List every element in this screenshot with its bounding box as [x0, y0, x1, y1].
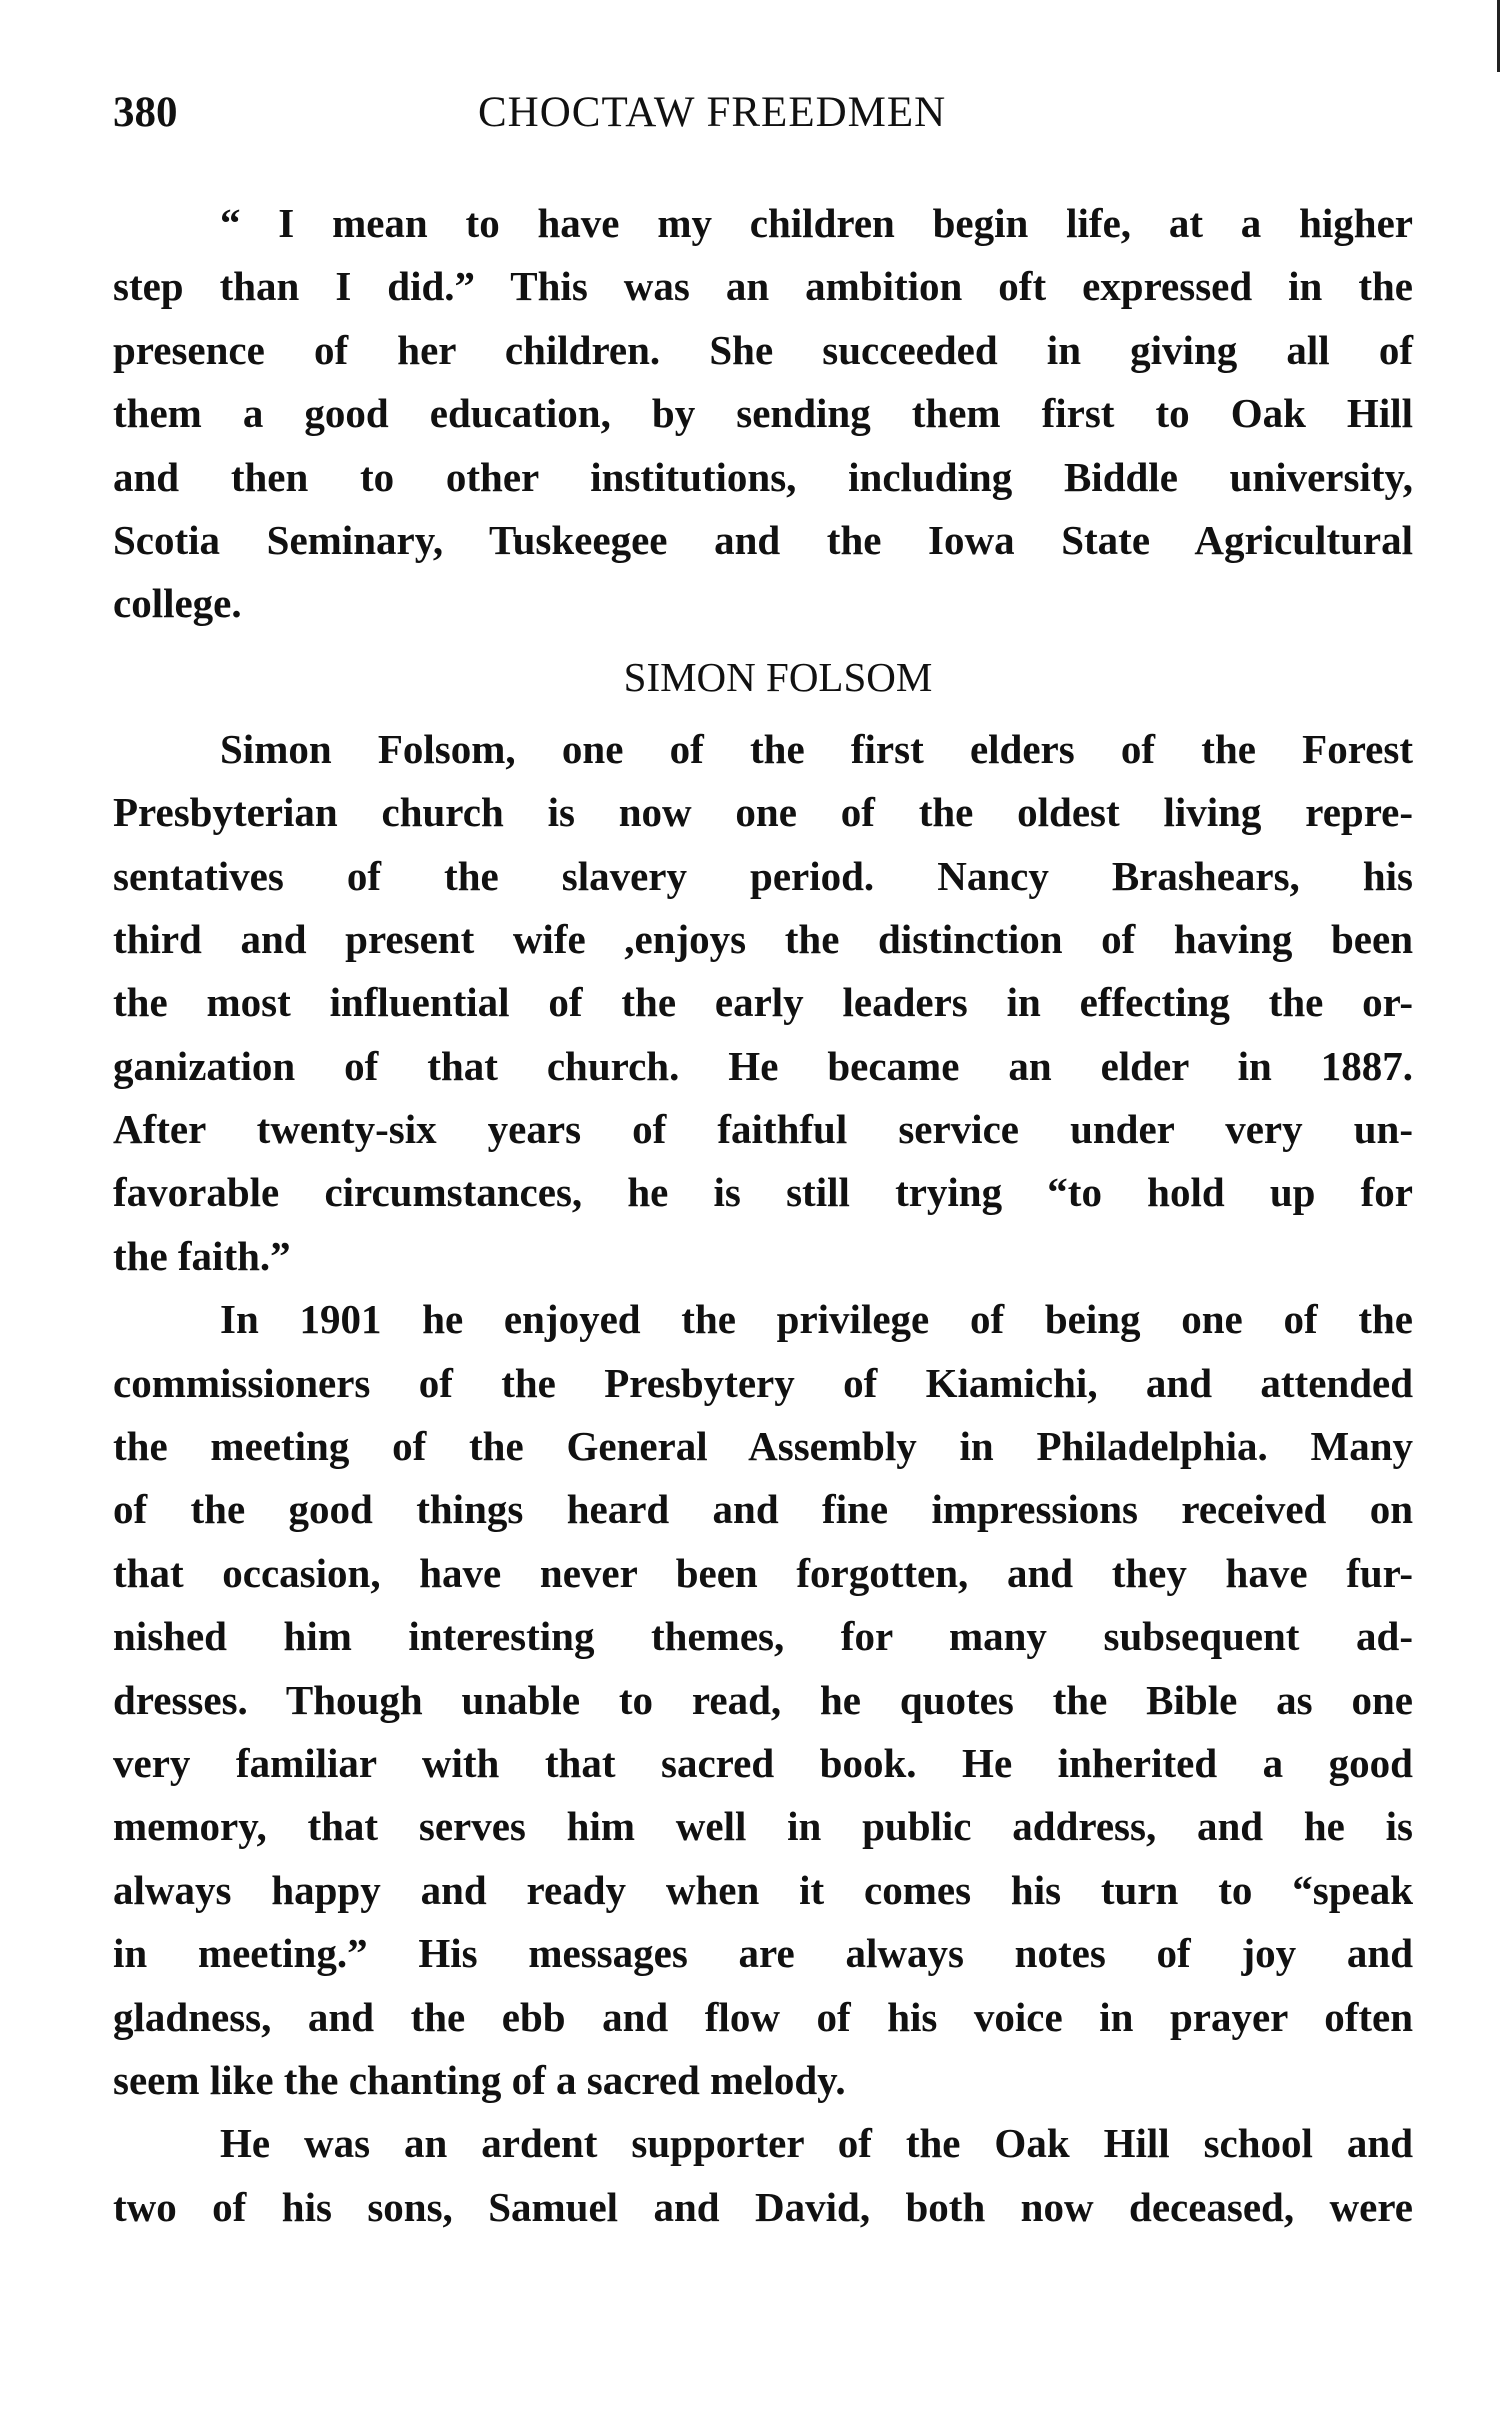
text-line: in meeting.” His messages are always notes of joy and	[113, 1930, 1413, 1977]
text-line: favorable circumstances, he is still trying “to hold up for	[113, 1169, 1413, 1216]
section-heading: SIMON FOLSOM	[623, 653, 933, 700]
text-line: of the good things heard and fine impressions received on	[113, 1486, 1413, 1533]
text-line: He was an ardent supporter of the Oak Hill school and	[220, 2120, 1413, 2167]
text-line: seem like the chanting of a sacred melody.	[113, 2056, 846, 2103]
text-line: and then to other institutions, including Biddle university,	[113, 453, 1413, 500]
page-header	[113, 88, 1413, 148]
text-line: nished him interesting themes, for many subsequent ad-	[113, 1613, 1413, 1660]
text-line: the meeting of the General Assembly in Philadelphia. Many	[113, 1423, 1413, 1470]
running-title: CHOCTAW FREEDMEN	[478, 89, 947, 136]
paragraph	[113, 718, 1413, 1289]
paragraph	[113, 2112, 1413, 2239]
text-line: college.	[113, 580, 242, 627]
text-line: that occasion, have never been forgotten, and they have fur-	[113, 1549, 1413, 1596]
text-line: Presbyterian church is now one of the oldest living repre-	[113, 789, 1413, 836]
text-line: ganization of that church. He became an elder in 1887.	[113, 1042, 1413, 1089]
text-line: third and present wife ,enjoys the distinction of having been	[113, 915, 1413, 962]
text-line: In 1901 he enjoyed the privilege of being one of the	[220, 1296, 1413, 1343]
text-line: “ I mean to have my children begin life, at a higher	[220, 200, 1413, 246]
paragraph	[113, 192, 1413, 636]
text-line: two of his sons, Samuel and David, both now deceased, were	[113, 2183, 1413, 2230]
text-line: very familiar with that sacred book. He inherited a good	[113, 1739, 1413, 1786]
scan-edge-mark	[1497, 0, 1500, 72]
text-line: them a good education, by sending them first to Oak Hill	[113, 390, 1413, 437]
text-line: After twenty-six years of faithful service under very un-	[113, 1106, 1413, 1153]
text-line: gladness, and the ebb and flow of his voice in prayer often	[113, 1993, 1413, 2040]
text-line: the faith.”	[113, 1232, 291, 1279]
text-line: the most influential of the early leaders in effecting the or-	[113, 979, 1413, 1026]
text-line: commissioners of the Presbytery of Kiamichi, and attended	[113, 1359, 1413, 1406]
text-line: step than I did.” This was an ambition oft expressed in the	[113, 263, 1413, 310]
text-line: presence of her children. She succeeded in giving all of	[113, 326, 1413, 373]
text-line: Scotia Seminary, Tuskeegee and the Iowa State Agricultural	[113, 516, 1413, 563]
text-line: Simon Folsom, one of the first elders of the Forest	[220, 725, 1413, 772]
paragraph	[113, 1288, 1413, 2112]
page-body	[113, 192, 1413, 2239]
page-number: 380	[113, 89, 178, 136]
text-line: memory, that serves him well in public address, and he is	[113, 1803, 1413, 1850]
text-line: always happy and ready when it comes his turn to “speak	[113, 1866, 1413, 1913]
text-line: dresses. Though unable to read, he quotes the Bible as one	[113, 1676, 1413, 1723]
text-line: sentatives of the slavery period. Nancy Brashears, his	[113, 852, 1413, 899]
